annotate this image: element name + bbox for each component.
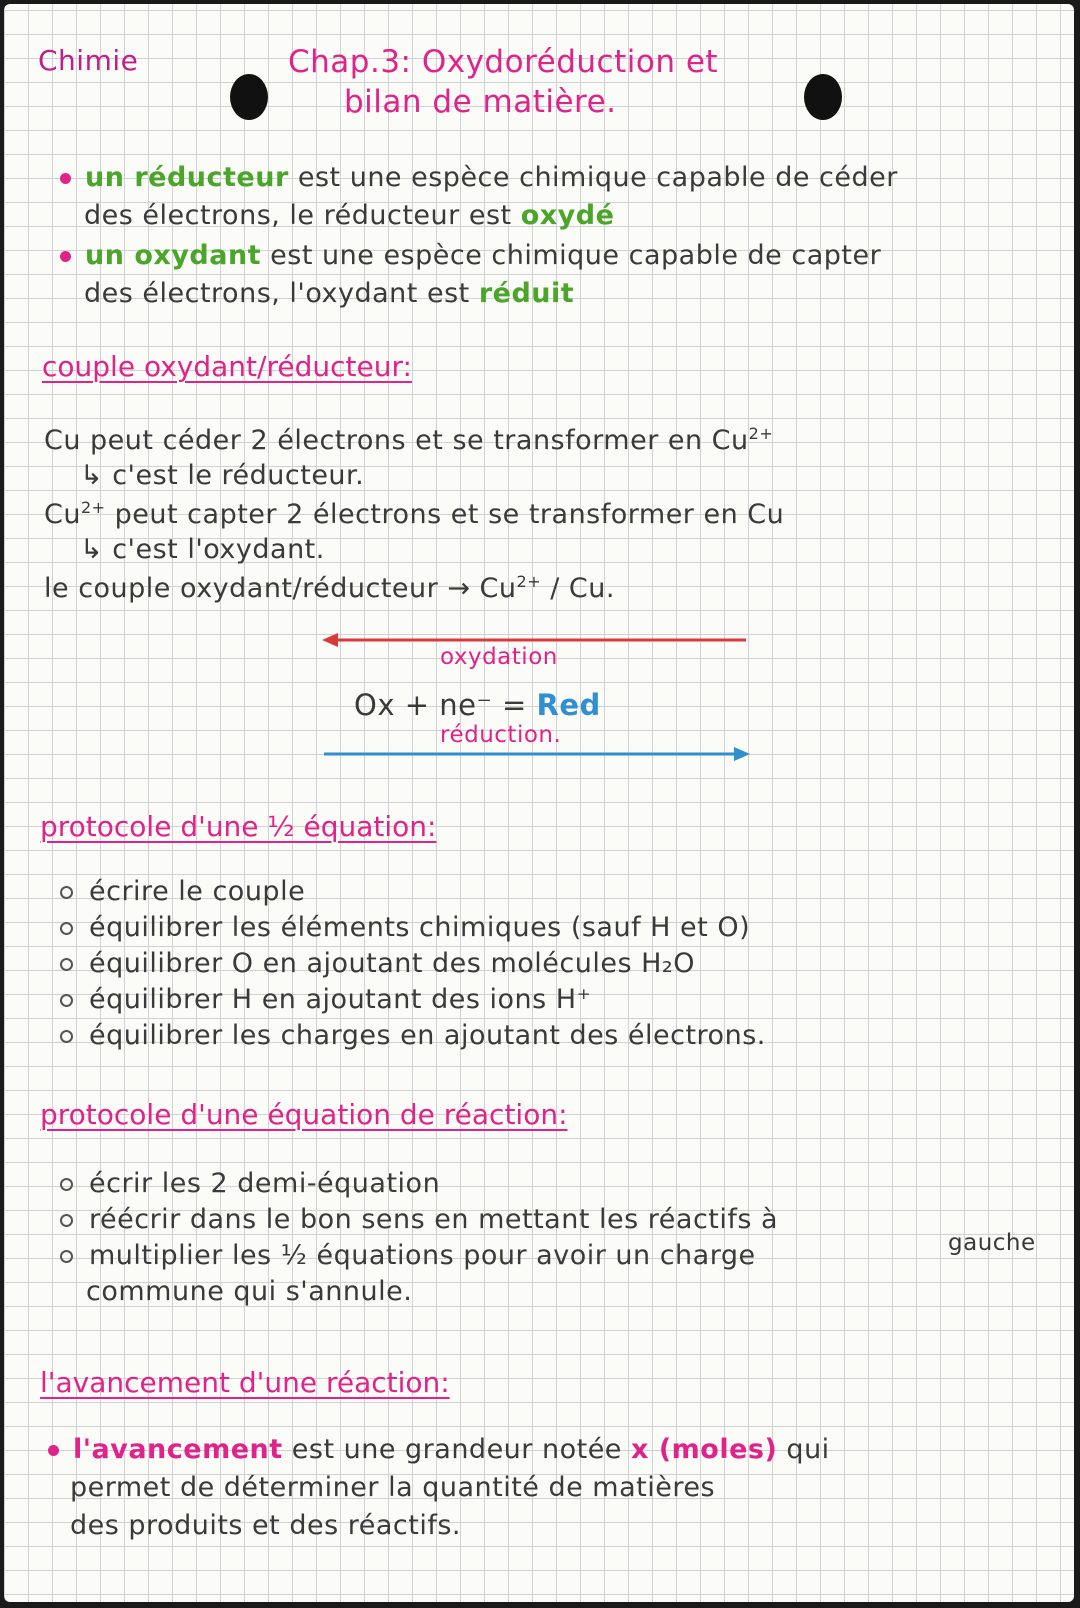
- reduction-arrow: [322, 744, 752, 764]
- definition-oxidant: un oxydant est une espèce chimique capable de capter: [60, 240, 881, 271]
- half-eq-step: équilibrer O en ajoutant des molécules H₂O: [60, 948, 695, 979]
- reaction-step-continued: commune qui s'annule.: [86, 1276, 413, 1307]
- definition-reducer: un réducteur est une espèce chimique capable de céder: [60, 162, 898, 193]
- couple-line5: le couple oxydant/réducteur → $Cu^{2+}$ / Cu.: [44, 572, 615, 604]
- redox-equation: Ox + ne⁻ = Red: [354, 688, 601, 722]
- reaction-step: écrir les 2 demi-équation: [60, 1168, 440, 1199]
- half-eq-step: équilibrer les charges en ajoutant des électrons.: [60, 1020, 766, 1051]
- half-eq-step: écrire le couple: [60, 876, 305, 907]
- bullet-dot: [48, 1445, 59, 1456]
- reaction-step: multiplier les ½ équations pour avoir un charge: [60, 1240, 756, 1271]
- definition-oxidant-line2: des électrons, l'oxydant est réduit: [84, 278, 575, 309]
- couple-line1: Cu peut céder 2 électrons et se transformer en $Cu^{2+}$: [44, 424, 774, 456]
- couple-line3: $Cu^{2+}$ peut capter 2 électrons et se transformer en Cu: [44, 498, 785, 530]
- avancement-line2: permet de déterminer la quantité de matières: [70, 1472, 716, 1503]
- oxidation-label: oxydation: [440, 644, 558, 670]
- binder-hole-left: [230, 74, 268, 120]
- reaction-margin-word: gauche: [948, 1230, 1036, 1256]
- couple-line4: ↳ c'est l'oxydant.: [80, 534, 325, 565]
- chapter-title-line1: Chap.3: Oxydoréduction et: [288, 44, 719, 80]
- reduction-label: réduction.: [440, 722, 562, 748]
- couple-heading: couple oxydant/réducteur:: [42, 350, 412, 383]
- half-eq-step: équilibrer H en ajoutant des ions H⁺: [60, 984, 591, 1015]
- notebook-page: [4, 4, 1074, 1602]
- avancement-heading: l'avancement d'une réaction:: [40, 1366, 450, 1399]
- bullet-dot: [60, 173, 71, 184]
- reaction-equation-heading: protocole d'une équation de réaction:: [40, 1098, 568, 1131]
- couple-line2: ↳ c'est le réducteur.: [80, 460, 365, 491]
- bullet-dot: [60, 251, 71, 262]
- half-eq-step: équilibrer les éléments chimiques (sauf H et O): [60, 912, 750, 943]
- avancement-line1: l'avancement est une grandeur notée x (moles) qui: [48, 1434, 830, 1465]
- chapter-title-line2: bilan de matière.: [344, 84, 617, 120]
- definition-reducer-line2: des électrons, le réducteur est oxydé: [84, 200, 615, 231]
- reaction-step: réécrir dans le bon sens en mettant les réactifs à: [60, 1204, 778, 1235]
- subject-label: Chimie: [38, 44, 139, 77]
- binder-hole-right: [804, 74, 842, 120]
- avancement-line3: des produits et des réactifs.: [70, 1510, 461, 1541]
- half-equation-heading: protocole d'une ½ équation:: [40, 810, 437, 843]
